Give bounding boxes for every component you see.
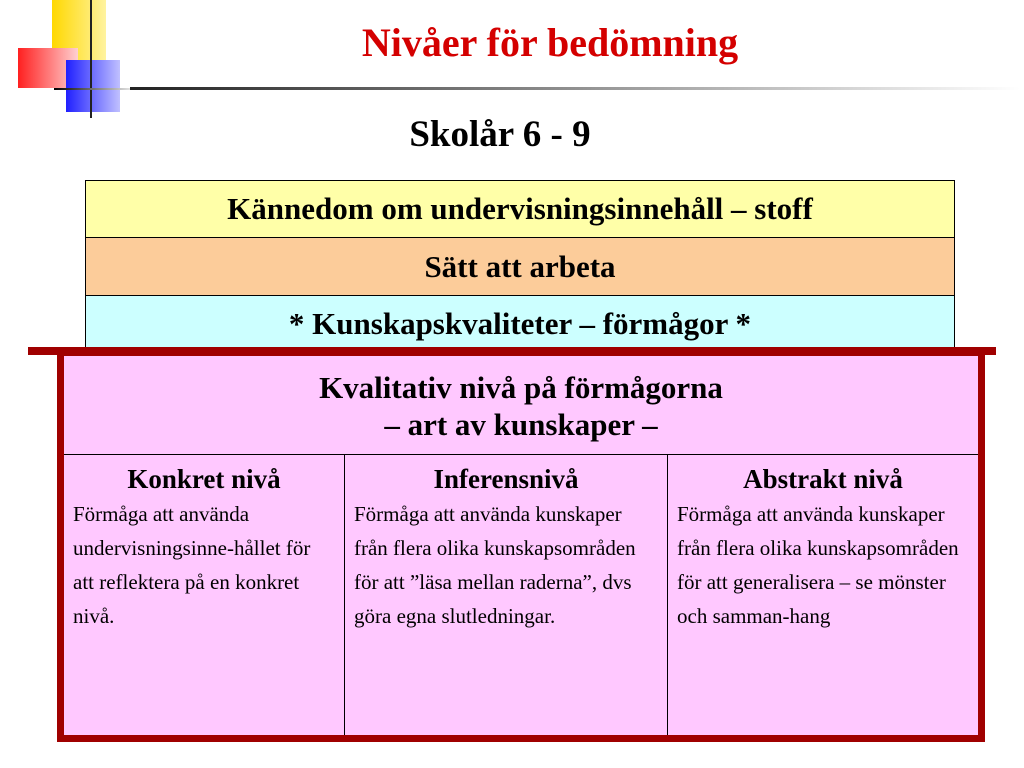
- level-title: Abstrakt nivå: [743, 464, 903, 494]
- level-description: Förmåga att använda kunskaper från flera olika kunskapsområden för att ”läsa mellan raderna”, dvs göra egna slutledningar.: [354, 502, 636, 628]
- level-column-inference: [345, 455, 668, 735]
- quality-level-box: [57, 349, 985, 742]
- decorative-logo: [0, 0, 140, 120]
- band-work-methods: [85, 237, 955, 296]
- band-competences: [85, 295, 955, 353]
- level-column-concrete: [64, 455, 345, 735]
- header-rule: [130, 87, 1020, 90]
- quality-heading: [64, 356, 978, 454]
- band-knowledge: [85, 180, 955, 238]
- level-description: Förmåga att använda undervisningsinne-hållet för att reflektera på en konkret nivå.: [73, 502, 311, 628]
- level-title: Konkret nivå: [127, 464, 281, 494]
- band-knowledge-label: Kännedom om undervisningsinnehåll – stoff: [227, 191, 813, 226]
- quality-heading-line2: – art av kunskaper –: [384, 407, 658, 442]
- levels-table: [64, 454, 978, 735]
- band-work-methods-label: Sätt att arbeta: [424, 248, 616, 284]
- slide-subtitle: Skolår 6 - 9: [409, 114, 591, 155]
- quality-heading-line1: Kvalitativ nivå på förmågorna: [319, 370, 723, 405]
- band-competences-label: * Kunskapskvaliteter – förmågor *: [288, 306, 752, 341]
- level-column-abstract: [668, 455, 978, 735]
- slide-title: Nivåer för bedömning: [361, 20, 739, 65]
- level-title: Inferensnivå: [433, 464, 579, 494]
- level-description: Förmåga att använda kunskaper från flera olika kunskapsområden för att generalisera – se mönster och samman-hang: [677, 502, 959, 628]
